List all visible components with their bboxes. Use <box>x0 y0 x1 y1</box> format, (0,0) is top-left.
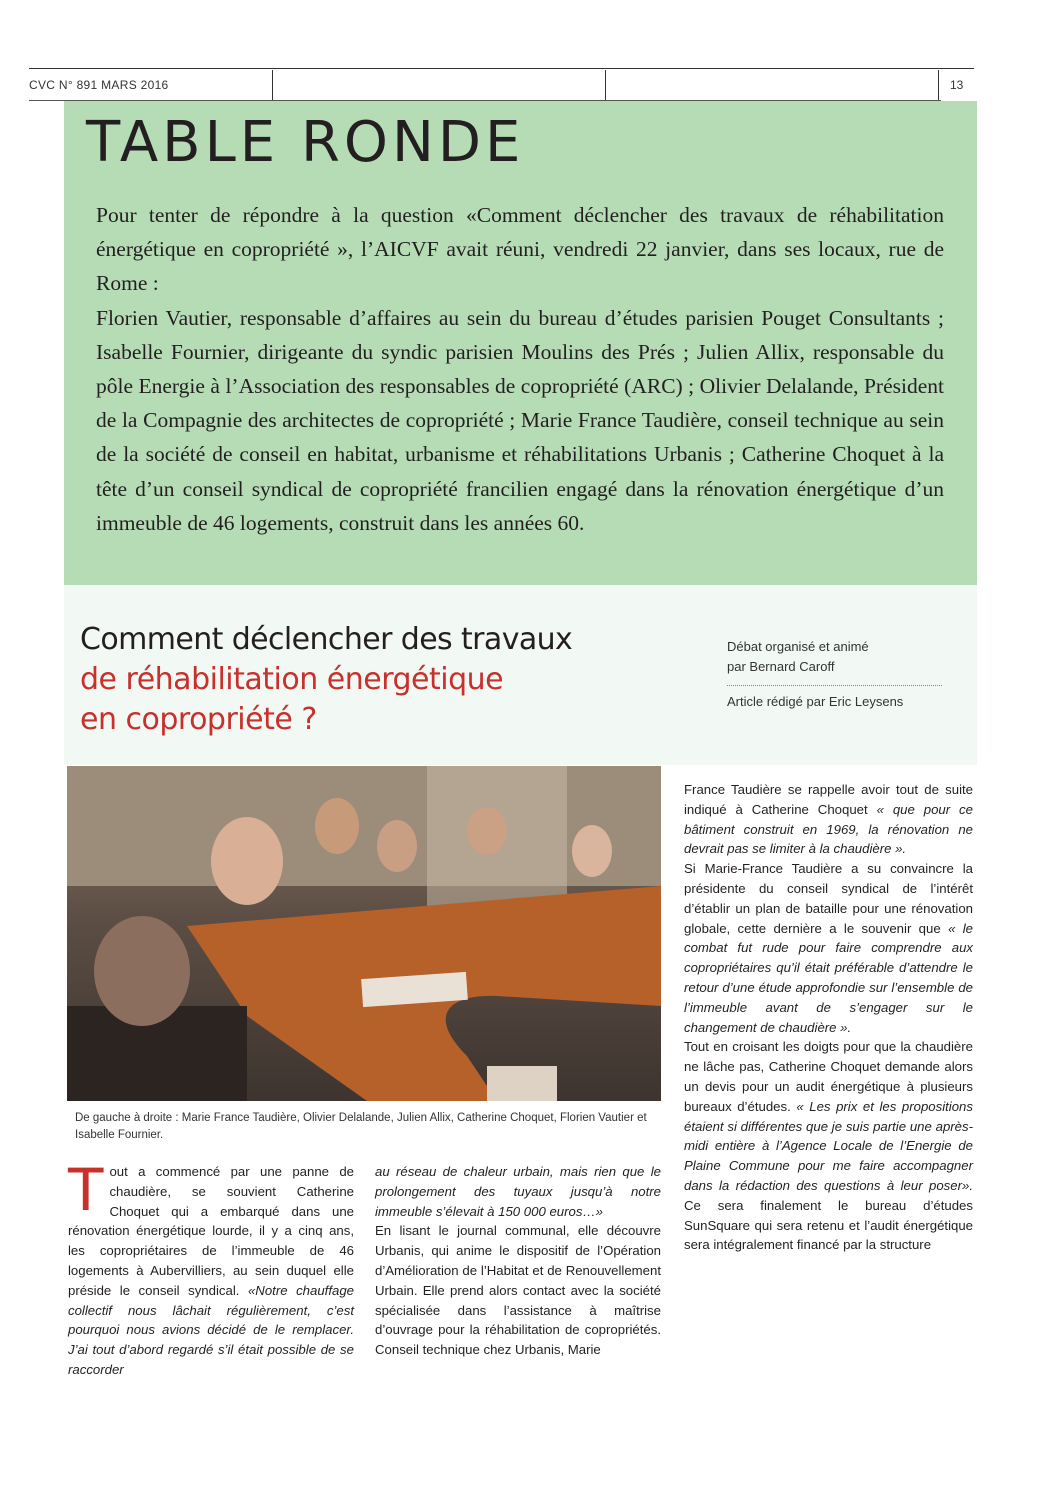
photo-person <box>572 825 612 877</box>
header-top-rule <box>29 68 974 69</box>
body-text: En lisant le journal communal, elle découvre Urbanis, qui anime le dispositif de l’Opération d’Amélioration de l’Habitat et de Renouvellement Urbain. Elle prend alors contact avec la société spécialisée dans l’assistance à maîtrise d’ouvrage pour la réhabilitation de copropriétés. Conseil technique chez Urbanis, Marie <box>375 1223 661 1358</box>
body-column-2 <box>375 1162 661 1360</box>
body-quote: « le combat fut rude pour faire comprendre aux copropriétaires qu’il était préférable d’attendre le retour d’une étude approfondie sur l’ensemble de l’immeuble avant de s’engager sur le changement de chaudière ». <box>684 920 974 1035</box>
photo-caption: De gauche à droite : Marie France Taudière, Olivier Delalande, Julien Allix, Catherine Choquet, Florien Vautier et Isabelle Fournier. <box>75 1112 647 1141</box>
body-column-1 <box>68 1156 354 1380</box>
article-headline <box>80 620 700 740</box>
headline-line-3: en copropriété ? <box>80 702 317 737</box>
intro-participants: Florien Vautier, responsable d’affaires au sein du bureau d’études parisien Pouget Consultants ; Isabelle Fournier, dirigeante du syndic parisien Moulins des Prés ; Julien Allix, responsable du pôle Energie à l’Association des responsables de copropriété (ARC) ; Olivier Delalande, Président de la Compagnie des architectes de copropriété ; Marie France Taudière, conseil technique au sein de la société de conseil en habitat, urbanisme et réhabilitations Urbanis ; Catherine Choquet à la tête d’un conseil syndical de copropriété francilien engagé dans la rénovation énergétique d’un immeuble de 46 logements, construit dans les années 60. <box>96 305 944 535</box>
photo-person <box>467 807 507 855</box>
headline-line-1: Comment déclencher des travaux <box>80 622 573 657</box>
body-text: Ce sera finalement le bureau d’études SunSquare qui sera retenu et l’audit énergétique sera intégralement financé par la structure <box>684 1197 973 1253</box>
body-text: out a commencé par une panne de chaudière, se souvient Catherine Choquet qui a embarqué dans une rénovation énergétique lourde, il y a cinq ans, les copropriétaires de l’immeuble de 46 logements à Aubervilliers, au sein duquel elle préside le conseil syndical. <box>68 1164 354 1298</box>
photo-document <box>487 1066 557 1101</box>
round-table-photo <box>67 766 661 1101</box>
credit-moderator: par Bernard Caroff <box>727 659 835 674</box>
drop-cap: T <box>68 1156 104 1224</box>
body-quote: au réseau de chaleur urbain, mais rien que le prolongement des tuyaux jusqu’à notre immeuble s’élevait à 150 000 euros…» <box>375 1164 661 1219</box>
header-divider <box>605 70 606 100</box>
intro-text <box>96 198 944 540</box>
body-quote: «Notre chauffage collectif nous lâchait régulièrement, c’est pourquoi nous avions décidé de le remplacer. J’ai tout d’abord regardé s’il était possible de se raccorder <box>68 1282 354 1377</box>
issue-label: CVC N° 891 MARS 2016 <box>29 78 169 92</box>
body-text: France Taudière se rappelle avoir tout de suite indiqué à Catherine Choquet <box>684 782 973 817</box>
header-divider <box>272 70 273 100</box>
credit-organised: Débat organisé et animé <box>727 639 869 654</box>
headline-line-2: de réhabilitation énergétique <box>80 662 504 697</box>
credit-author: Article rédigé par Eric Leysens <box>727 694 904 709</box>
photo-wall <box>67 766 661 886</box>
body-quote: « que pour ce bâtiment construit en 1969, la rénovation ne devrait pas se limiter à la chaudière ». <box>684 801 973 857</box>
intro-paragraph: Pour tenter de répondre à la question «Comment déclencher des travaux de réhabilitation énergétique en copropriété », l’AICVF avait réuni, vendredi 22 janvier, dans ses locaux, rue de Rome : <box>96 203 944 296</box>
photo-illustration <box>67 766 661 1101</box>
body-quote: « Les prix et les propositions étaient si différentes que je suis partie une après-midi entière à l’Agence Locale de l’Energie de Plaine Commune pour me faire accompagner dans la rédaction des questions à leur poser». <box>684 1098 973 1193</box>
section-title: TABLE RONDE <box>86 110 525 175</box>
page-number: 13 <box>950 78 964 92</box>
photo-person <box>211 817 283 905</box>
photo-person <box>315 798 359 854</box>
photo-person <box>94 916 190 1026</box>
body-text: Tout en croisant les doigts pour que la chaudière ne lâche pas, Catherine Choquet demande alors un devis pour un audit énergétique à plusieurs bureaux d’études. <box>684 1039 973 1114</box>
article-credits <box>727 637 942 712</box>
body-text: Si Marie-France Taudière a su convaincre la présidente du conseil syndical de l’intérêt d’établir un plan de bataille pour une rénovation globale, cette dernière a le souvenir que <box>684 861 973 936</box>
credits-divider <box>727 685 942 686</box>
body-column-3 <box>684 780 973 1255</box>
photo-person <box>377 820 417 872</box>
header-divider <box>938 70 939 100</box>
